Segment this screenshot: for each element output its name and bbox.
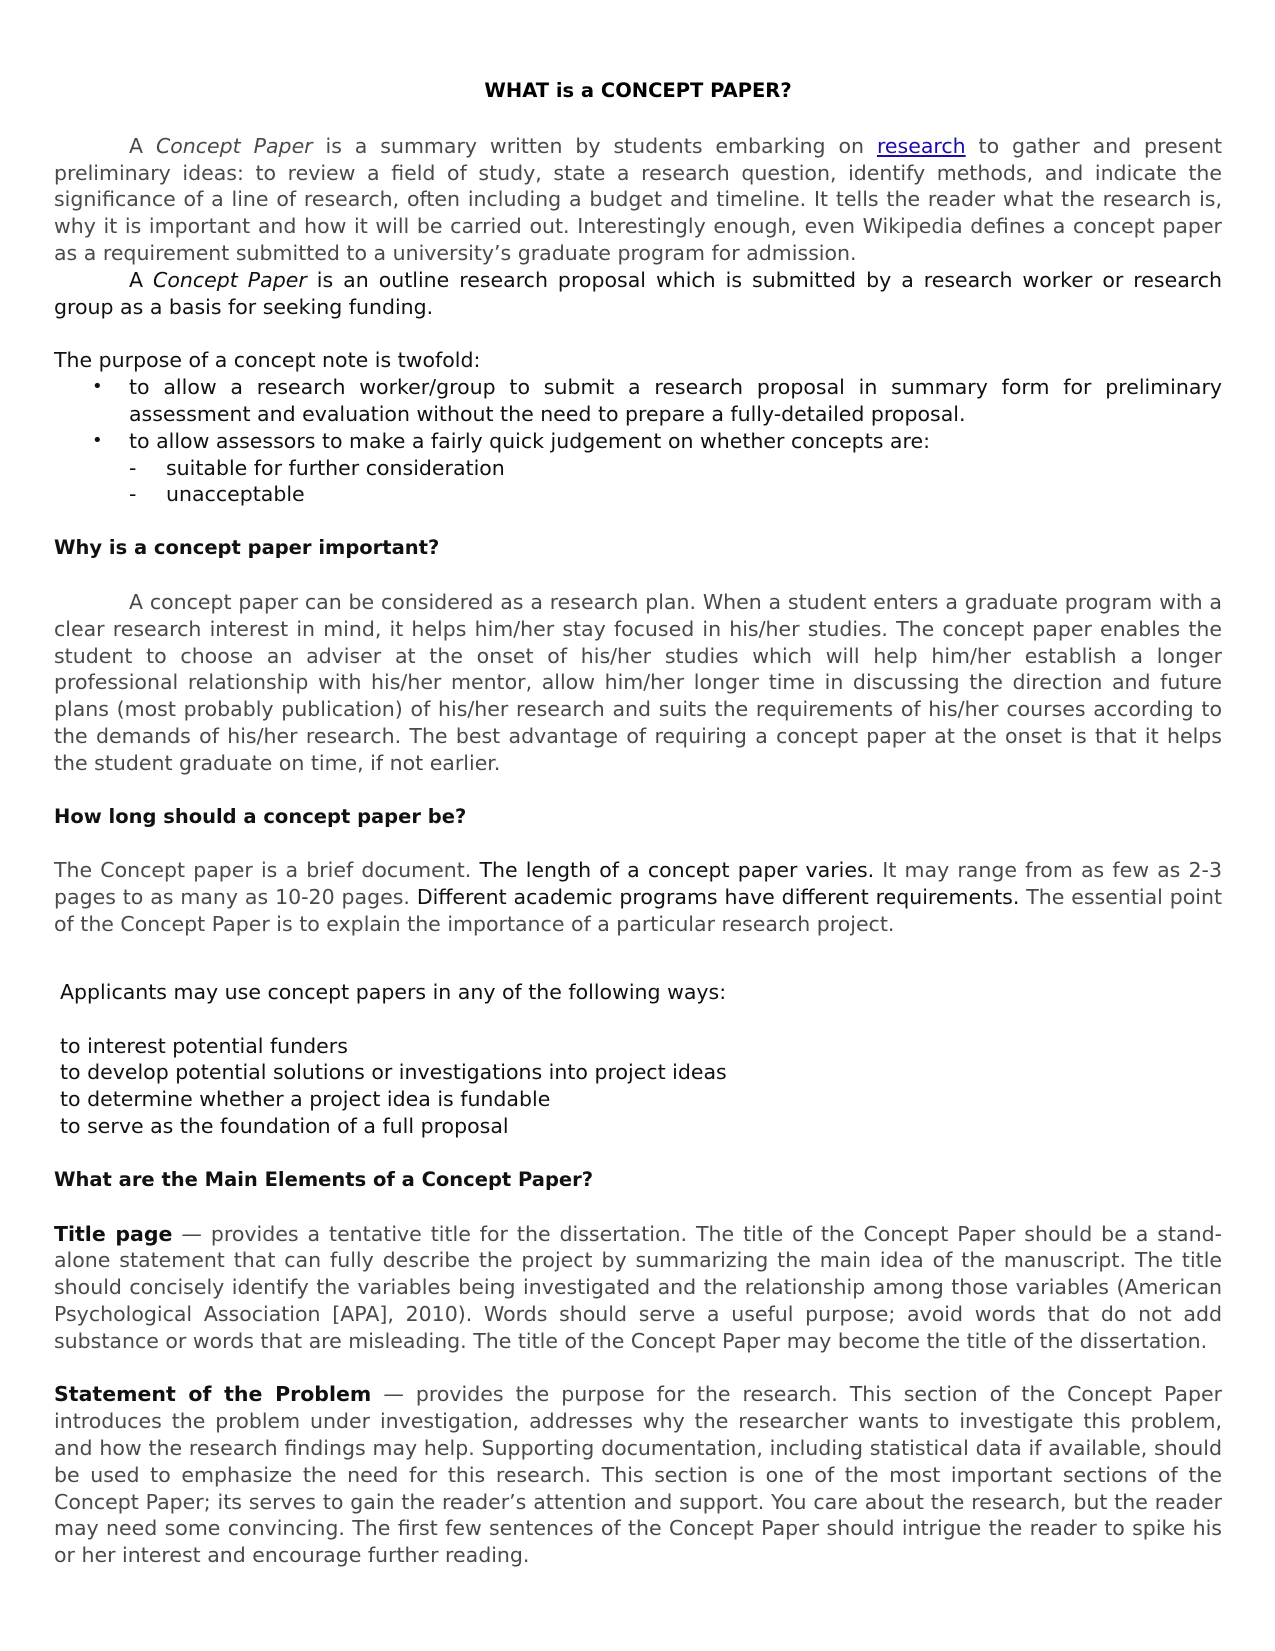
list-item-text: to allow a research worker/group to submit a research proposal in summary form for preliminary assessment and evaluation without the need to prepare a fully-detailed proposal.: [129, 375, 1222, 426]
section-heading-why: Why is a concept paper important?: [54, 536, 440, 560]
purpose-bullet-list: [54, 374, 1222, 454]
intro-text: to gather and present preliminary ideas: to review a field of study, state a research question, identify methods, and indicate the significance of a line of research, often including a budget and timeline. It tells the reader what the research is, why it is important and how it will be carried out. Interestingly enough, even Wikipedia defines a concept paper as a requirement submitted to a university’s graduate program for admission.: [54, 133, 1222, 265]
intro-text: is an outline research proposal which is submitted by a research worker or research group as a basis for seeking funding.: [54, 267, 1222, 319]
list-item: [54, 428, 1222, 455]
list-item: [54, 481, 1222, 508]
bullet-icon: •: [92, 429, 103, 451]
why-paragraph: A concept paper can be considered as a research plan. When a student enters a graduate program with a clear research interest in mind, it helps him/her stay focused in his/her studies. The concept paper enables the student to choose an adviser at the onset of his/her studies which will help him/her establish a longer professional relationship with his/her mentor, allow him/her longer time in discussing the direction and future plans (most probably publication) of his/her research and suits the requirements of his/her courses according to the demands of his/her research. The best advantage of requiring a concept paper at the onset is that it helps the student graduate on time, if not earlier.: [54, 589, 1222, 775]
list-item-text: unacceptable: [166, 482, 305, 507]
length-text: Different academic programs have different requirements.: [416, 885, 1020, 910]
title-page-text: — provides a tentative title for the dissertation. The title of the Concept Paper should be a stand-alone statement that can fully describe the project by summarizing the main idea of the manuscript. The title should concisely identify the variables being investigated and the relationship among those variables (American Psychological Association [APA], 2010). Words should serve a useful purpose; avoid words that do not add substance or words that are misleading. The title of the Concept Paper may become the title of the dissertation.: [54, 1221, 1222, 1353]
problem-label: Statement of the Problem: [54, 1382, 372, 1407]
purpose-lead: The purpose of a concept note is twofold:: [54, 348, 481, 373]
list-item: to determine whether a project idea is fundable: [60, 1087, 551, 1112]
intro-text: is a summary written by students embarking on: [312, 133, 877, 158]
research-link[interactable]: research: [876, 133, 966, 158]
title-page-label: Title page: [54, 1221, 173, 1246]
dash-icon: -: [129, 455, 137, 480]
list-item-text: to allow assessors to make a fairly quick judgement on whether concepts are:: [129, 428, 930, 453]
page-title: WHAT is a CONCEPT PAPER?: [484, 79, 792, 102]
list-item-text: suitable for further consideration: [166, 455, 505, 480]
length-text: The length of a concept paper varies.: [479, 858, 875, 883]
title-page-paragraph: [54, 1221, 1222, 1355]
list-item: [54, 374, 1222, 428]
length-text: The Concept paper is a brief document.: [54, 858, 480, 883]
uses-lead: Applicants may use concept papers in any of the following ways:: [60, 979, 727, 1004]
intro-text: A: [129, 267, 154, 292]
list-item: to develop potential solutions or investigations into project ideas: [60, 1060, 727, 1085]
length-text: The essential point of the Concept Paper is to explain the importance of a particular research project.: [54, 885, 1223, 936]
purpose-sub-list: [54, 455, 1222, 509]
document-page: [54, 78, 1222, 1569]
section-heading-elements: What are the Main Elements of a Concept Paper?: [54, 1167, 594, 1191]
dash-icon: -: [129, 482, 137, 507]
intro-text: A: [129, 133, 156, 158]
problem-text: — provides the purpose for the research. This section of the Concept Paper introduces the problem under investigation, addresses why the researcher wants to investigate this problem, and how the research findings may help. Supporting documentation, including statistical data if available, should be used to emphasize the need for this research. This section is one of the most important sections of the Concept Paper; its serves to gain the reader’s attention and support. You care about the research, but the reader may need some convincing. The first few sentences of the Concept Paper should intrigue the reader to spike his or her interest and encourage further reading.: [54, 1382, 1222, 1568]
length-text: It may range from as few as 2-3 pages to as many as 10-20 pages.: [54, 858, 1222, 910]
list-item: to interest potential funders: [60, 1033, 348, 1058]
bullet-icon: •: [92, 376, 103, 398]
intro-paragraph-1: [54, 133, 1222, 267]
intro-paragraph-2: [54, 267, 1222, 321]
section-heading-length: How long should a concept paper be?: [54, 804, 467, 828]
length-paragraph: [54, 857, 1222, 937]
intro-emphasis: Concept Paper: [155, 133, 313, 158]
list-item: to serve as the foundation of a full proposal: [60, 1113, 509, 1138]
list-item: [54, 455, 1222, 482]
intro-emphasis: Concept Paper: [153, 267, 307, 292]
uses-list: [54, 1033, 1222, 1140]
problem-paragraph: [54, 1381, 1222, 1569]
